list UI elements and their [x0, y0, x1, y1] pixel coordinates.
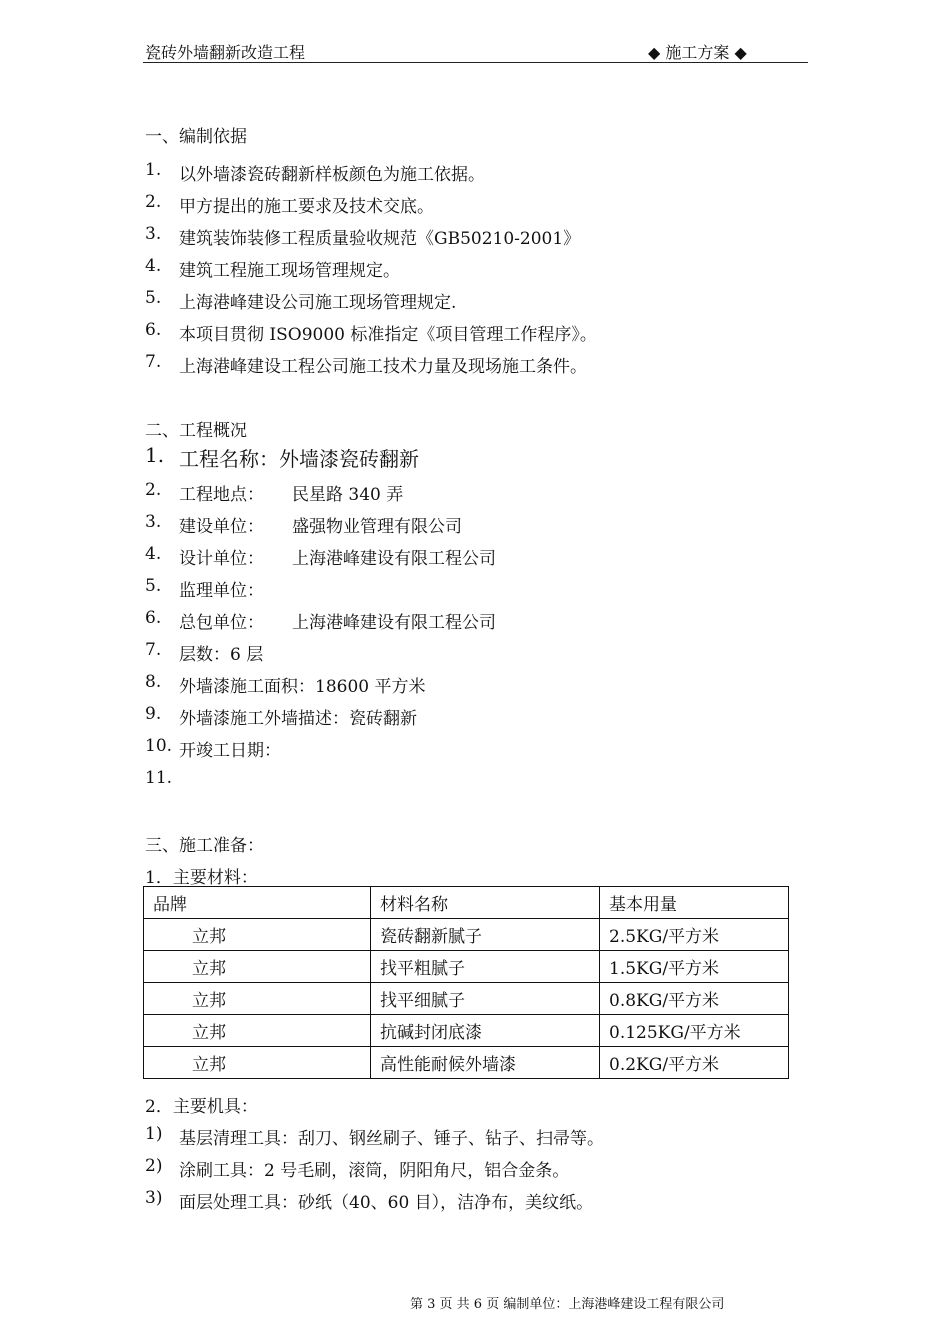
table-cell: 0.8KG/平方米 — [600, 983, 789, 1015]
list-item: 上海港峰建设公司施工现场管理规定. — [179, 293, 457, 313]
table-cell: 高性能耐候外墙漆 — [371, 1047, 600, 1079]
table-cell: 立邦 — [144, 1015, 371, 1047]
field-label: 建设单位： — [179, 517, 264, 537]
field-value: 上海港峰建设有限工程公司 — [292, 613, 496, 633]
list-number: 6. — [145, 320, 162, 340]
table-cell: 1.5KG/平方米 — [600, 951, 789, 983]
list-number: 5. — [145, 576, 162, 596]
list-number: 5. — [145, 288, 162, 308]
list-item: 以外墙漆瓷砖翻新样板颜色为施工依据。 — [179, 165, 485, 185]
header-doc-type: ◆ 施工方案 ◆ — [648, 43, 747, 62]
list-item: 面层处理工具：砂纸（40、60 目），洁净布，美纹纸。 — [179, 1193, 594, 1213]
field-label: 总包单位： — [179, 613, 264, 633]
list-item: 涂刷工具：2 号毛刷，滚筒，阴阳角尺，铝合金条。 — [179, 1161, 570, 1181]
list-number: 2) — [145, 1156, 163, 1176]
materials-table — [143, 886, 789, 1079]
subheading-materials: 1．主要材料： — [145, 868, 258, 888]
table-cell: 立邦 — [144, 919, 371, 951]
list-number: 4. — [145, 256, 162, 276]
list-item: 建筑工程施工现场管理规定。 — [179, 261, 400, 281]
table-cell: 抗碱封闭底漆 — [371, 1015, 600, 1047]
header-rule — [143, 62, 808, 63]
table-cell: 0.125KG/平方米 — [600, 1015, 789, 1047]
section-heading-preparation: 三、施工准备： — [145, 836, 264, 856]
project-name: 工程名称：外墙漆瓷砖翻新 — [179, 447, 419, 471]
list-item: 建筑装饰装修工程质量验收规范《GB50210-2001》 — [179, 229, 581, 249]
list-number: 10. — [145, 736, 173, 756]
list-item: 本项目贯彻 ISO9000 标准指定《项目管理工作程序》。 — [179, 325, 597, 345]
list-number: 7. — [145, 352, 162, 372]
table-cell: 0.2KG/平方米 — [600, 1047, 789, 1079]
column-header: 材料名称 — [371, 887, 600, 919]
list-item: 层数：6 层 — [179, 645, 264, 665]
list-number: 2. — [145, 192, 162, 212]
table-cell: 立邦 — [144, 1047, 371, 1079]
list-item: 上海港峰建设工程公司施工技术力量及现场施工条件。 — [179, 357, 587, 377]
field-value: 上海港峰建设有限工程公司 — [292, 549, 496, 569]
list-number: 6. — [145, 608, 162, 628]
table-cell: 找平粗腻子 — [371, 951, 600, 983]
subheading-tools: 2．主要机具： — [145, 1097, 258, 1117]
table-cell: 立邦 — [144, 983, 371, 1015]
table-cell: 2.5KG/平方米 — [600, 919, 789, 951]
section-heading-basis: 一、编制依据 — [145, 127, 247, 147]
table-header-row — [144, 887, 789, 919]
section-heading-overview: 二、工程概况 — [145, 421, 247, 441]
list-number: 7. — [145, 640, 162, 660]
table-row — [144, 1015, 789, 1047]
header-title: 瓷砖外墙翻新改造工程 — [145, 43, 306, 62]
table-cell: 立邦 — [144, 951, 371, 983]
page-footer: 第 3 页 共 6 页 编制单位：上海港峰建设工程有限公司 — [410, 1297, 725, 1312]
column-header: 品牌 — [144, 887, 371, 919]
table-row — [144, 983, 789, 1015]
table-row — [144, 919, 789, 951]
table-row — [144, 951, 789, 983]
table-row — [144, 1047, 789, 1079]
list-number: 4. — [145, 544, 162, 564]
field-label: 开竣工日期： — [179, 741, 281, 761]
table-cell: 瓷砖翻新腻子 — [371, 919, 600, 951]
field-value: 盛强物业管理有限公司 — [292, 517, 462, 537]
list-item: 基层清理工具：刮刀、钢丝刷子、锤子、钻子、扫帚等。 — [179, 1129, 604, 1149]
list-number: 1) — [145, 1124, 163, 1144]
list-item: 甲方提出的施工要求及技术交底。 — [179, 197, 434, 217]
list-number: 3. — [145, 512, 162, 532]
list-item: 外墙漆施工外墙描述：瓷砖翻新 — [179, 709, 417, 729]
field-label: 监理单位： — [179, 581, 264, 601]
list-number: 11. — [145, 768, 173, 788]
list-number: 1. — [145, 160, 162, 180]
list-item: 外墙漆施工面积：18600 平方米 — [179, 677, 426, 697]
table-cell: 找平细腻子 — [371, 983, 600, 1015]
column-header: 基本用量 — [600, 887, 789, 919]
field-label: 工程地点： — [179, 485, 264, 505]
field-value: 民星路 340 弄 — [292, 485, 404, 505]
list-number: 9. — [145, 704, 162, 724]
list-number: 2. — [145, 480, 162, 500]
list-number: 3) — [145, 1188, 163, 1208]
list-number: 3. — [145, 224, 162, 244]
list-number: 1. — [145, 443, 165, 467]
field-label: 设计单位： — [179, 549, 264, 569]
list-number: 8. — [145, 672, 162, 692]
